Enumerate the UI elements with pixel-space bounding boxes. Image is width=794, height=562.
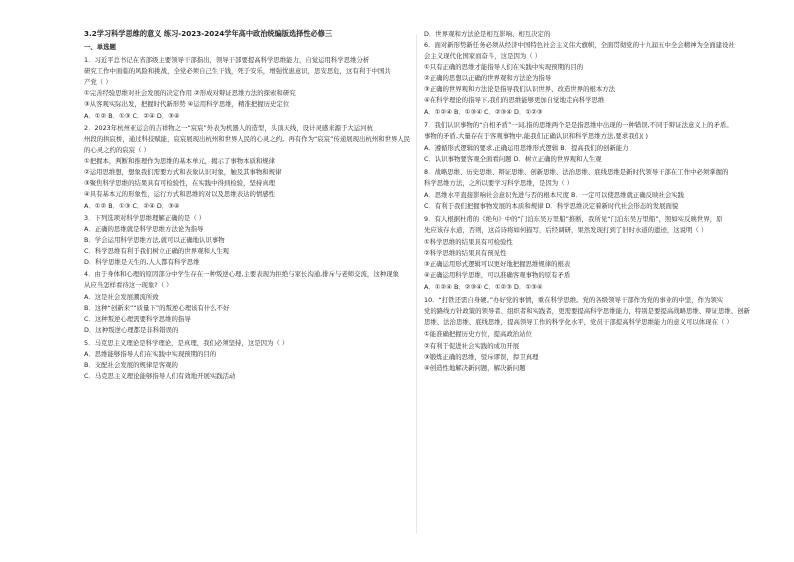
text-line: 思维、法治思维、底线思维，提高领导工作的科学化水平，党员干部提高科学思维能力的意义可以体现在（ ） — [424, 318, 733, 326]
text-line: 先应该存水道，否则，这首诗将如何描写，后经调研，果然发现打到了旧时水道的遗迹，这说明（ ） — [424, 226, 708, 234]
text-line: A．遵循形式逻辑的要求,正确运用思维形式逻辑 B．提高我们的创新能力 — [424, 144, 629, 152]
text-line: C．科学思维有利于我们树立正确的世界观和人生观 — [84, 247, 230, 255]
text-line: 3．下列选项对科学思维理解正确的是（ ） — [84, 214, 206, 222]
text-line: 6．面对新形势新任务必须从经济中国特色社会主义伟大旗帜，全面贯彻党的十九届五中全会精神为全面建设社 — [424, 41, 735, 49]
text-line: ③正确的世界观和方法论是指导我们认识世界、改造世界的根本方法 — [424, 85, 616, 93]
text-line: A．①② B．①③ C．②④ D．③④ — [84, 202, 180, 210]
text-line: ③正确运用形式逻辑可以更好地把握思维规律的根表 — [424, 260, 571, 268]
document-title: 3.2学习科学思维的意义 练习-2023-2024学年高中政治统编版选择性必修三 — [84, 29, 333, 38]
text-line: 党的路线方针政策的领导者、组织者和实践者，更需要提高科学思维能力，特别是要提高战略思维、辩证思维、创新 — [424, 307, 750, 315]
text-line: B．学会运用科学思维方法,就可以正确地认识事物 — [84, 236, 225, 244]
text-line: C．认识事物要客观全面看问题 D．树立正确的世界观和人生观 — [424, 155, 602, 163]
text-line: B．这种“创新来”“质量下”的叛逆心理该有什么不好 — [84, 304, 230, 312]
text-line: 8．战略思维、历史思维、辩证思维、创新思维、法治思维、底线思维是新时代领导干部在工作中必须掌握的 — [424, 168, 729, 176]
text-line: ④正确运用科学思维，可以准确客观事物的原有矛盾 — [424, 271, 571, 279]
text-line: A．这是社会发展潮流所致 — [84, 293, 159, 301]
text-line: 的心灵之约的宸宸（ ） — [84, 146, 150, 154]
text-line: 1．习近平总书记在省部级主要领导干部指出，领导干部要提高科学思维能力，自觉运用科学思维分析 — [84, 56, 370, 64]
text-line: 研究工作中面临的风险和挑战，全党必须自己生干钱，死于安乐，增强忧患意识，思安思危，这有利于中国共 — [84, 67, 391, 75]
text-line: D．科学思维是天生的,人人都有科学思维 — [84, 258, 200, 266]
text-line: D．世界观和方法论是相互影响、相互决定的 — [424, 30, 551, 38]
text-line: A．①② B．①③ C．②④ D．③④ — [84, 112, 180, 120]
text-line: 产党（ ） — [84, 78, 112, 86]
text-line: 会主义现代化国家而奋斗，这是因为（ ） — [424, 52, 542, 60]
text-line: 10．“打铁还需自身硬。”办好党的事情，重在科学思维。党的各级领导干部作为党的事业的中坚，作为领实 — [424, 296, 724, 304]
text-line: ③聚焦科学思维的结果具有可检验性，在实践中得到检验，坚持真理 — [84, 179, 276, 187]
text-line: C．有利于我们把握事物发展的本质和规律 D．科学思维决定着新时代社会形态的发展面貌 — [424, 202, 679, 210]
text-line: 一、单选题 — [84, 43, 116, 51]
text-line: 州段的拱宸桥，通过科技赋能，宸宸展现出杭州和世界人民的心灵之约。再有作为“宸宸”传递展现出杭州和世界人民 — [84, 135, 411, 143]
text-line: B．支配社会发展的规律是客观的 — [84, 361, 178, 369]
text-line: ②有利于促进社会实践的成功开展 — [424, 342, 520, 350]
text-line: ①能准确把握历史方位，提高政治站位 — [424, 330, 532, 338]
text-line: ②正确的思想以正确的世界观和方法论为指导 — [424, 74, 552, 82]
text-line: 科学思维方法，之所以要学习科学思维，是因为（ ） — [424, 179, 574, 187]
text-line: ③从客观实际出发，把握时代新形势 ④运用科学思维，精准把握历史定位 — [84, 100, 290, 108]
text-line: ②运用思维想，想象我们需要方式和表象认识对象，触及其事物和规律 — [84, 168, 282, 176]
text-line: C．马克思主义理论能够指导人们有效地开展实践活动 — [84, 372, 236, 380]
text-line: 从应当怎样看待这一现象?（ ） — [84, 281, 173, 289]
text-line: ①完善经验思维对社会发展的决定作用 ②形成对辩证思维方法的探索和研究 — [84, 89, 296, 97]
text-line: ②科学思维的结果具有预见性 — [424, 249, 507, 257]
text-line: A．思维能够指导人们在实践中实现预期的目的 — [84, 350, 217, 358]
text-line: ③锻炼正确的思维，驳斥谬误，捍卫真理 — [424, 353, 539, 361]
text-line: 事物的矛盾,大量存在于客观事物中,能我们正确认识和科学思维方法,要求我们( ) — [424, 132, 649, 140]
text-line: D．这种叛逆心理都是非科错误的 — [84, 326, 179, 334]
text-line: ④创造性地解决新问题，解决新问题 — [424, 364, 526, 372]
text-line: 9．有人根据杜甫的《绝句》中的“门泊东吴万里船”推断，我所见“门泊东吴万里船”，照如实反映世界，原 — [424, 215, 723, 223]
text-line: A．①②④ B．①③④ C．②③④ D．①②③ — [424, 108, 543, 116]
text-line: A．①②④ B．②③④ C．①②③ D．①③④ — [424, 283, 543, 291]
text-line: ①把握本，判断和推理作为思维的基本单元，揭示了事物本质和规律 — [84, 157, 276, 165]
text-line: 2．2023年杭州亚运会的吉祥物之一“宸宸”外表为机器人的造型，头顶天线，设计灵感来源于大运河杭 — [84, 124, 373, 132]
text-line: C．这种叛逆心理需要科学思维的指导 — [84, 315, 191, 323]
text-line: ④在科学理论的指导下,我们的思维能够更加自觉地走向科学思维 — [424, 96, 605, 104]
text-line: ④具有基本元的形象性，运行方式和思维的对以及思维表达的情感性 — [84, 190, 276, 198]
text-line: 7．我们认识事物的“自相矛盾”一词,指的思维两个是是指思维中出现的一种错误,不同于辩证法意义上的矛盾。 — [424, 121, 733, 129]
text-line: A．正确的思维就是科学思维方法论为指导 — [84, 225, 204, 233]
column-divider — [416, 34, 417, 534]
text-line: ①科学思维的结果具有可检验性 — [424, 238, 513, 246]
text-line: A．思维水平直接影响社会意识先进与否的根本尺度 B．一定可以使思维就正确反映社会实践 — [424, 191, 685, 199]
text-line: 5．马克思主义理论是科学理论，是真理，我们必须坚持，这是因为（ ） — [84, 339, 289, 347]
text-line: 4．由于身体和心理的原因部分中学生存在一种叛逆心理,主要表现为拒绝与家长沟通,排斥与老师交流，这种现象 — [84, 270, 399, 278]
text-line: ①只有正确的思维才能指导人们在实践中实现预期的目的 — [424, 63, 584, 71]
